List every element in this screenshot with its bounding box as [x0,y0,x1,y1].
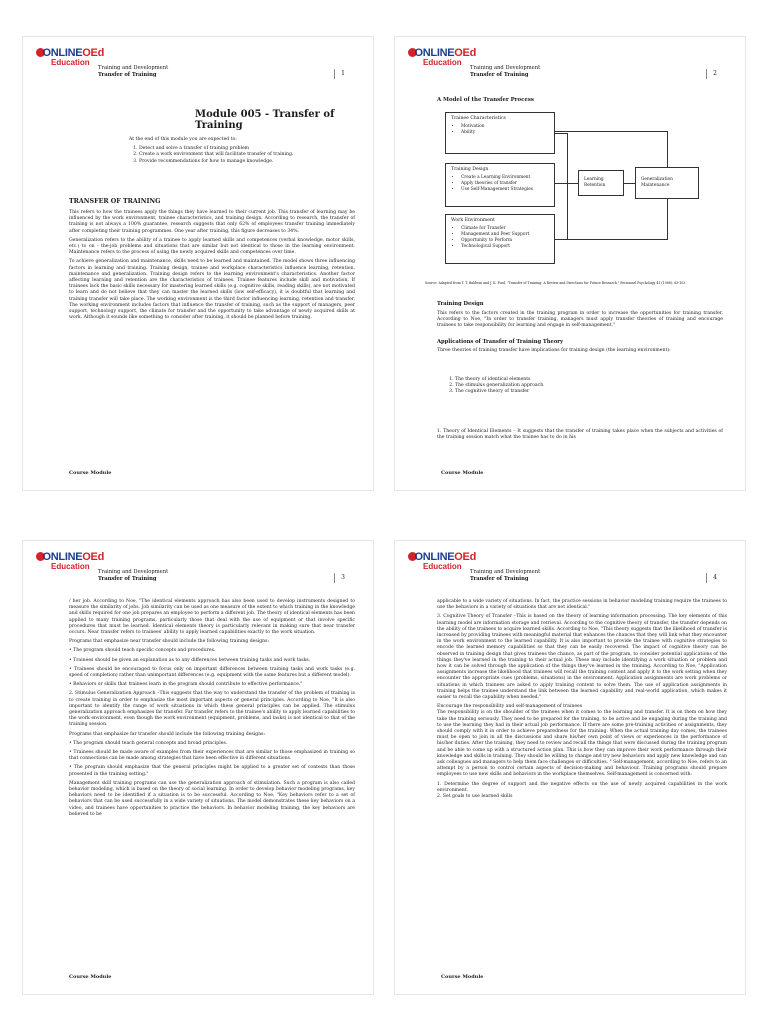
objectives-block: At the end of this module you are expected to: 1. Detect and solve a transfer of training problem 2. Create a work environment that will facilitate transfer of training. 3. Provide recommendations for how to manage knowledge. [129,137,349,165]
applications-heading: Applications of Transfer of Training Theory [437,339,564,345]
training-design-heading: Training Design [437,301,484,307]
trainee-characteristics-box: Trainee Characteristics • Motivation • Ability [445,112,555,154]
connector-line [555,131,668,132]
page-header: Training and Development Transfer of Training [98,65,169,78]
online-education-logo: ONLINEOEd Education [409,47,479,71]
online-education-logo: ONLINEOEd Education [37,47,107,71]
document-page-4 [394,540,746,995]
applications-text: Three theories of training transfer have implications for training design (the learning environment): [437,348,671,353]
document-page-2 [394,36,746,491]
online-education-logo: ONLINEOEd Education [37,551,107,575]
body-text: / her job. According to Noe, "The identical elements approach has also been used to develop instruments designed to measure the similarity of jobs. Job similarity can be used as one measure of the extent to which training in the knowledge and skills required for one job prepares an employee to perform a different job. The theory of identical elements has been applied to many training programs, particularly those that deal with the use of equipment or that involve specific procedures that must be learned. Identical elements theory is particularly relevant in making sure that near transfer occurs. Near transfer refers to trainees' ability to apply learned capabilities exactly to the work situation. Programs that emphasize near transfer should include the following training designs: • The program should teach specific concepts and procedures. • Trainees should be given an explanation as to any differences between training tasks and work tasks. • Trainees should be encouraged to focus only on important differences between training tasks and work tasks (e.g. speed of completion) rather than unimportant differences (e.g. equipment with the same features but a different model). • Behaviors or skills that trainees learn in the program should contribute to effective performance." 2. Stimulus Generalization Approach –This suggests that the way to understand the transfer of the problem of training is to create training in order to emphasize the most important aspects or general principles. According to Noe, "It is also important to identify the range of work situations in which these general principles can be applied. The stimulus generalization approach emphasizes far transfer. Far transfer refers to the trainee's ability to apply learned capabilities to the work environment, even though the work environment (equipment, problems, and tasks) is not identical to that of the training session. Programs that emphasize far transfer should include the following training designs: • The program should teach general concepts and broad principles. • Trainees should be made aware of examples from their experiences that are similar to those emphasized in training so that connections can be made among strategies that have been effective in different situations. • The program should emphasize that the general principles might be applied to a greater set of contexts than those presented in the training setting." Management skill training programs can use the generalization approach of stimulation. Such a program is also called behavior modeling, which is based on the theory of social learning. In order to develop behavior modeling programs, key behaviors need to be identified if a situation is to be successful. According to Noe, "Key behaviors refer to a set of behaviors that can be used successfully in a wide variety of situations. The model demonstrates these key behaviors on a video, and trainees have opportunities to practice the behaviors. In behavior modeling training, the key behaviors are believed to be [69,599,355,817]
model-title: A Model of the Transfer Process [437,97,534,103]
connector-line [567,133,568,239]
body-text: This refers to how the trainees apply the things they have learned to their current job. This transfer of learning may be influenced by the work environment, trainee characteristics, and training design. According to research, the transfer of training is not always a 100% guarantee, research suggests that only 62% of employees transfer training immediately after completing their training programmes. One year after training, this figure decreases to 34%. Generalization refers to the ability of a trainee to apply learned skills and competences (verbal knowledge, motor skills, etc.) to on - the-job problems and situations that are similar but not identical to those in the learning environment. Maintenance refers to the process of using the newly acquired skills and competences over time. To achieve generalization and maintenance, skills need to be learned and maintained. The model shows three influencing factors in learning and training. Training design, trainee and workplace characteristics influence learning, retention, maintenance and generalization. Training design refers to the learning environment's characteristics. Another factor affecting learning and retention are the characteristics of trainees. Trainee features include skill and motivation. If trainees lack the basic skills necessary for mastering learned skills (e.g. cognitive skills, reading skills), are not motivated to learn and do not believe that they can master the learned skills (low self-efficacy), it is doubtful that learning and training transfer will take place. The working environment is the third factor influencing learning, retention and transfer. The working environment includes factors that influence the transfer of training, such as the support of managers, peer support, technology support, the climate for transfer and the opportunity to take advantage of newly acquired skills at work. Although it sounds like something to consider after training, it should be planned before training. [69,210,355,321]
connector-line [624,183,635,184]
figure-source: Source: Adapted from T. T. Baldwin and J. K. Ford, "Transfer of Training: A Review and Directions for Future Research," Personnel Psychology 41 (1988): 63-103. [425,281,687,285]
page-footer: Course Module [441,470,484,476]
section-heading: TRANSFER OF TRAINING [69,198,161,205]
document-page-1 [22,36,374,491]
page-footer: Course Module [441,974,484,980]
page-header: Training and Development Transfer of Training [470,569,541,582]
page-number: 1 [334,69,345,79]
identical-elements-text: 1. Theory of Identical Elements – It suggests that the transfer of training takes place when the subjects and activities of the training session match what the trainee has to do in his [437,429,723,441]
objectives-list: 1. Detect and solve a transfer of training problem 2. Create a work environment that will facilitate transfer of training. 3. Provide recommendations for how to manage knowledge. [129,146,349,165]
page-footer: Course Module [69,974,112,980]
page-footer: Course Module [69,470,112,476]
page-header: Training and Development Transfer of Training [470,65,541,78]
work-environment-box: Work Environment • Climate for Transfer • Management and Peer Support • Opportunity to Perform • Technological Support [445,214,555,264]
connector-line [555,239,567,240]
module-title: Module 005 - Transfer of Training [195,109,335,131]
page-header: Training and Development Transfer of Training [98,569,169,582]
generalization-maintenance-box: Generalization Maintenance [635,167,699,199]
theories-list: 1. The theory of identical elements 2. The stimulus generalization approach 3. The cognitive theory of transfer [445,377,645,396]
connector-line [555,183,578,184]
page-number: 2 [706,69,717,79]
connector-line [667,131,668,167]
body-text: applicable to a wide variety of situations. In fact, the practice sessions in behavior modeling training require the trainees to use the behaviors in a variety of situations that are not identical." 3. Cognitive Theory of Transfer –This is based on the theory of learning information processing. The key elements of this learning model are information storage and retrieval. According to the cognitive theory of transfer, the transfer depends on the ability of the trainees to acquire learned skills. According to Noe, "This theory suggests that the likelihood of transfer is increased by providing trainees with meaningful material that enhances the chances that they will link what they encounter in the work environment to the learned capability. It is also important to provide the trainee with cognitive strategies to encode the learned memory capabilities so that they can be easily recovered. The impact of cognitive theory can be observed in training design that gives trainees the chance, as part of the program, to consider potential applications of the things they've learned in the training to their actual job. These may include identifying a work situation or problem and how it can be solved through the application of the things they've learned in the training. According to Noe, "Application assignments increase the likelihood that trainees will recall the training content and apply it to the work setting when they encounter the appropriate cues (problems, situations) in the environment. Application assignments are work problems or situations in which trainees are asked to apply training content to solve them. The use of application assignments in training helps the trainee understand the link between the learned capability and real-world application, which makes it easier to recall the capability when needed." Encourage the responsibility and self-management of trainees The responsibility is on the shoulder of the trainees when it comes to the learning and transfer. It is on them on how they take the training seriously. They need to be prepared for the training, to be active and be engaging during the training and to use the learning they had in their actual job performance. If there are some pre-training activities or assignments, they should comply with it in order to achieve preparedness for the training. When the actual training day comes, the trainees must be open to join in all the discussions and share his/her own point of views or experiences in the performance of his/her duties. After the training, they need to review and recall the things that were discussed during the training program and be able to come up with a structured action plan. This is how they can improve their work performance through their knowledge and skills in training. They should be willing to change and try new behaviors and apply new knowledge and can ask colleagues and managers to help them face challenges or difficulties. " Self-management, according to Noe, refers to an attempt by a person to control certain aspects of decision-making and behaviour. Training programs should prepare employees to use new skills and behaviors in the workplace themselves. Self-management is concerned with: 1. Determine the degree of support and the negative effects on the use of newly acquired capabilities in the work environment. 2. Set goals to use learned skills [437,599,727,800]
page-number: 3 [334,573,345,583]
document-page-3 [22,540,374,995]
page-number: 4 [706,573,717,583]
online-education-logo: ONLINEOEd Education [409,551,479,575]
connector-line [567,239,668,240]
connector-line [555,133,567,134]
learning-retention-box: Learning Retention [578,170,624,196]
connector-line [667,199,668,239]
training-design-text: This refers to the factors created in the training program in order to increase the opportunities for training transfer. According to Noe, "In order to transfer training, managers must apply transfer theories of training and encourage trainees to take responsibility for learning and engage in self-management." [437,311,723,329]
training-design-box: Training Design • Create a Learning Environment • Apply theories of transfer • Use Self-Management Strategies [445,163,555,207]
